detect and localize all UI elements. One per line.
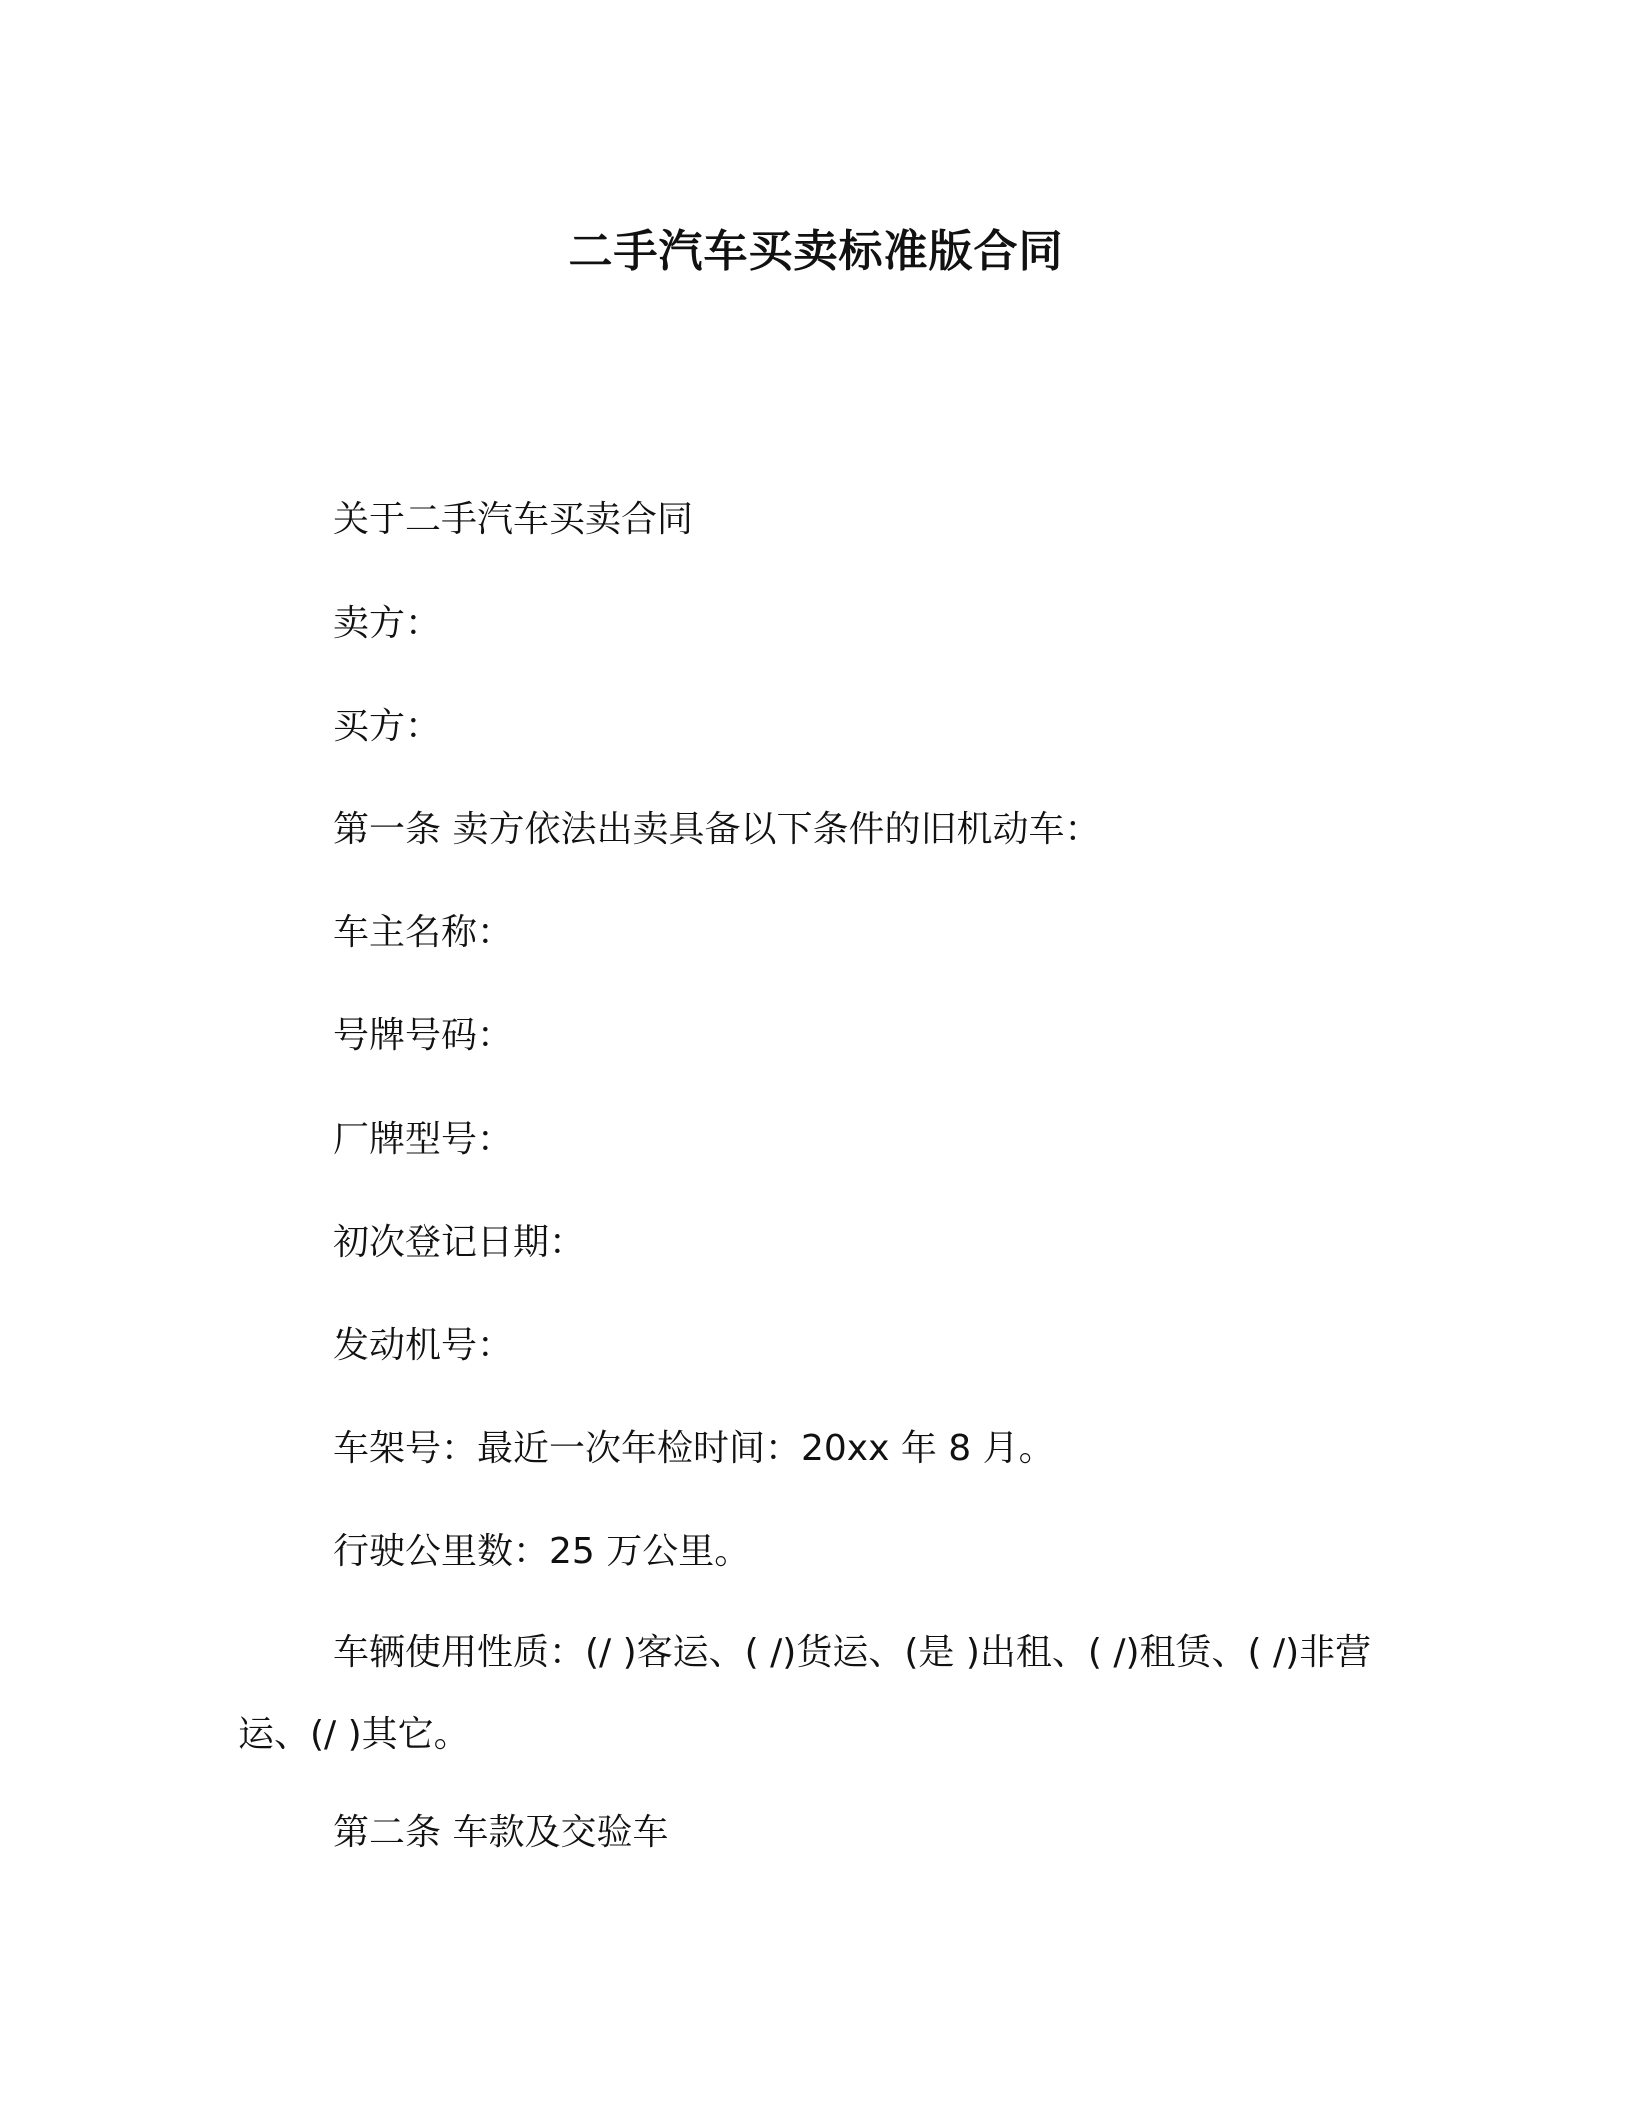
- buyer-field: 买方：: [333, 706, 442, 747]
- contract-subtitle: 关于二手汽车买卖合同: [333, 499, 694, 540]
- brand-model-field: 厂牌型号：: [333, 1119, 514, 1160]
- vehicle-usage-paragraph: 车辆使用性质：(/ )客运、( /)货运、(是 )出租、( /)租赁、( /)非营运、(/ )其它。: [238, 1632, 1372, 1755]
- plate-number-field: 号牌号码：: [333, 1015, 514, 1056]
- article-two-heading: 第二条 车款及交验车: [333, 1812, 669, 1853]
- first-registration-date-field: 初次登记日期：: [333, 1222, 586, 1263]
- vin-inspection-field: 车架号：最近一次年检时间：20xx 年 8 月。: [333, 1428, 1055, 1469]
- mileage-field: 行驶公里数：25 万公里。: [333, 1531, 751, 1572]
- owner-name-field: 车主名称：: [333, 912, 514, 953]
- engine-number-field: 发动机号：: [333, 1325, 514, 1366]
- document-title: 二手汽车买卖标准版合同: [568, 226, 1064, 277]
- article-one-heading: 第一条 卖方依法出卖具备以下条件的旧机动车：: [333, 809, 1101, 850]
- seller-field: 卖方：: [333, 603, 442, 644]
